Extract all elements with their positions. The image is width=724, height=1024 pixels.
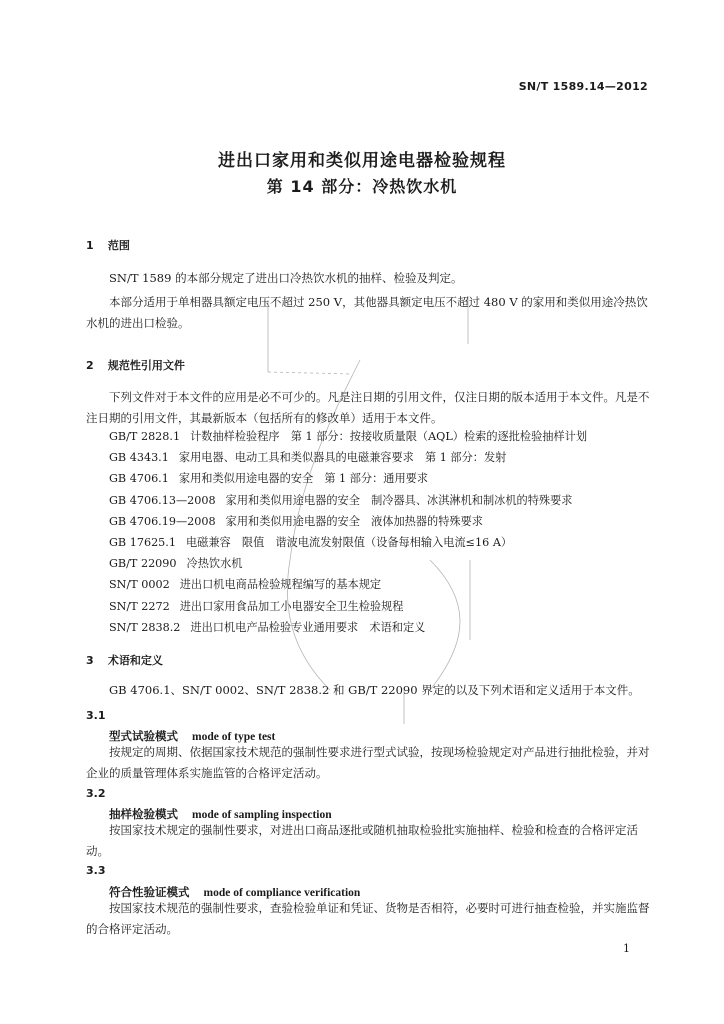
- section-3-intro: GB 4706.1、SN/T 0002、SN/T 2838.2 和 GB/T 22090 界定的以及下列术语和定义适用于本文件。: [109, 683, 640, 697]
- reference-item: [109, 426, 587, 447]
- term-3-2-number: 3.2: [86, 787, 106, 800]
- standard-number: SN/T 1589.14—2012: [518, 80, 648, 93]
- reference-title: 进出口机电商品检验规程编写的基本规定: [179, 578, 382, 592]
- reference-code: GB 4706.13—2008: [109, 493, 216, 507]
- reference-code: GB/T 2828.1: [109, 430, 181, 443]
- section-title: 规范性引用文件: [107, 359, 185, 372]
- reference-item: [109, 553, 587, 574]
- reference-title: 进出口机电产品检验专业通用要求 术语和定义: [190, 620, 426, 634]
- reference-title: 家用和类似用途电器的安全 制冷器具、冰淇淋机和制冰机的特殊要求: [225, 493, 573, 507]
- section-2-intro: 下列文件对于本文件的应用是必不可少的。凡是注日期的引用文件，仅注日期的版本适用于本文件。凡是不注日期的引用文件，其最新版本（包括所有的修改单）适用于本文件。: [86, 390, 650, 425]
- section-title: 范围: [107, 239, 130, 252]
- reference-code: SN/T 2272: [109, 599, 170, 613]
- reference-item: [109, 447, 587, 468]
- reference-code: GB 4706.1: [109, 472, 169, 486]
- term-3-3-number: 3.3: [86, 864, 106, 877]
- reference-title: 家用和类似用途电器的安全 第 1 部分：通用要求: [178, 472, 429, 486]
- reference-item: [109, 490, 587, 511]
- section-title: 术语和定义: [107, 654, 163, 667]
- section-3-heading: [86, 652, 163, 668]
- document-title: 进出口家用和类似用途电器检验规程: [218, 151, 506, 171]
- reference-item: [109, 617, 587, 638]
- reference-code: SN/T 0002: [109, 578, 170, 592]
- reference-title: 家用和类似用途电器的安全 液体加热器的特殊要求: [225, 514, 483, 528]
- section-number: 3: [86, 654, 94, 667]
- term-chinese: 符合性验证模式: [109, 885, 190, 899]
- reference-title: 冷热饮水机: [186, 557, 243, 571]
- reference-item: [109, 468, 587, 489]
- reference-code: GB 4706.19—2008: [109, 514, 216, 528]
- term-english: mode of sampling inspection: [192, 809, 332, 821]
- reference-code: GB 4343.1: [109, 451, 169, 465]
- reference-code: GB/T 22090: [109, 557, 177, 571]
- reference-item: [109, 532, 587, 553]
- section-1-paragraph-2: 本部分适用于单相器具额定电压不超过 250 V，其他器具额定电压不超过 480 V 的家用和类似用途冷热饮水机的进出口检验。: [86, 295, 648, 330]
- normative-references-list: [109, 426, 587, 638]
- term-3-2-definition: 按国家技术规定的强制性要求，对进出口商品逐批或随机抽取检验批实施抽样、检验和检查的合格评定活动。: [86, 823, 638, 858]
- section-number: 1: [86, 239, 94, 252]
- section-number: 2: [86, 359, 94, 372]
- reference-title: 电磁兼容 限值 谐波电流发射限值（设备每相输入电流≤16 A）: [185, 535, 513, 549]
- term-english: mode of compliance verification: [203, 887, 361, 899]
- reference-title: 进出口家用食品加工小电器安全卫生检验规程: [179, 599, 404, 613]
- document-subtitle: 第 14 部分：冷热饮水机: [266, 177, 458, 196]
- reference-title: 家用电器、电动工具和类似器具的电磁兼容要求 第 1 部分：发射: [178, 451, 507, 465]
- section-1-paragraph-1: SN/T 1589 的本部分规定了进出口冷热饮水机的抽样、检验及判定。: [109, 271, 463, 285]
- term-3-1-number: 3.1: [86, 709, 106, 722]
- term-english: mode of type test: [192, 731, 276, 743]
- term-3-3-definition: 按国家技术规范的强制性要求，查验检验单证和凭证、货物是否相符，必要时可进行抽查检验，并实施监督的合格评定活动。: [86, 901, 650, 936]
- section-1-heading: [86, 237, 130, 253]
- reference-item: [109, 574, 587, 595]
- reference-code: SN/T 2838.2: [109, 620, 181, 634]
- term-chinese: 型式试验模式: [109, 729, 178, 743]
- reference-title: 计数抽样检验程序 第 1 部分：按接收质量限（AQL）检索的逐批检验抽样计划: [190, 430, 588, 443]
- reference-code: GB 17625.1: [109, 535, 176, 549]
- page-number: 1: [623, 942, 630, 955]
- reference-item: [109, 511, 587, 532]
- term-chinese: 抽样检验模式: [109, 807, 178, 821]
- section-2-heading: [86, 357, 185, 373]
- reference-item: [109, 596, 587, 617]
- term-3-1-definition: 按规定的周期、依据国家技术规范的强制性要求进行型式试验，按现场检验规定对产品进行抽批检验，并对企业的质量管理体系实施监管的合格评定活动。: [86, 745, 650, 780]
